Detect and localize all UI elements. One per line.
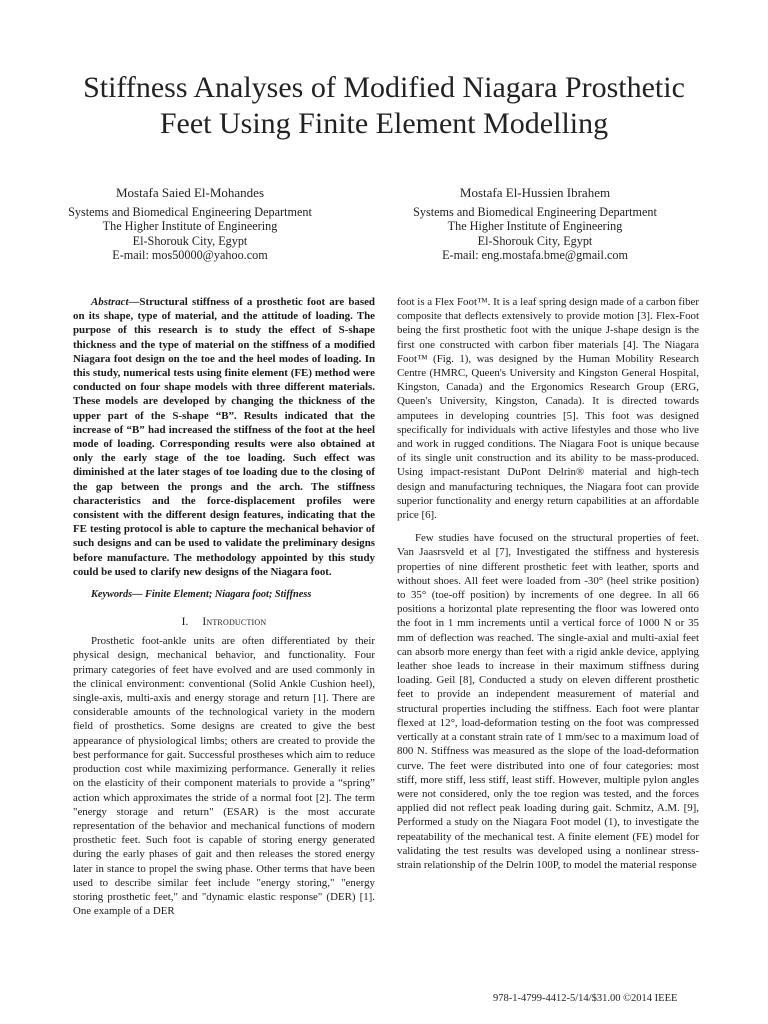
abstract-text: —Structural stiffness of a prosthetic foot are based on its shape, type of material, and the attitude of loading. The purpose of this research is to study the effect of S-shape thickness and the type of material on the stiffness of a modified Niagara foot design on the toe and the heel modes of loading. In this study, numerical tests using finite element (FE) method were conducted on four shape models with three different materials. These models are developed by changing the thickness of the upper part of the S-shape “B”. Results indicated that the increase of “B” had increased the stiffness of the foot at the heel mode of loading. Corresponding results were also obtained at only the early stage of the toe loading. Such effect was diminished at the later stages of toe loading due to the closing of the gap between the prongs and the arch. The stiffness characteristics and the force-displacement profiles were consistent with the different design features, indicating that the FE testing protocol is able to capture the mechanical behavior of such designs and can be used to validate the preliminary designs before manufacture. The methodology appointed by this study could be used to clarify new designs of the Niagara foot.: [73, 296, 375, 578]
section-heading: [73, 616, 375, 628]
author-institute: The Higher Institute of Engineering: [102, 219, 278, 233]
section-number: I.: [181, 616, 189, 629]
author-city: El-Shorouk City, Egypt: [132, 233, 248, 248]
abstract-label: Abstract: [91, 296, 129, 308]
intro-paragraph-1: Prosthetic foot-ankle units are often differentiated by their physical design, mechanical behavior, and functionality. Four primary categories of feet have evolved and are used commonly in the clinical environment: conventional (Solid Ankle Cushion heel), single-axis, multi-axis and energy storage and return [1]. There are considerable amounts of the technological variety in the modern field of prosthetics. Some designs are created to give the best appearance of physiological limbs; others are created to provide the best performance for gait. Successful prostheses which aim to reduce production cost while maximizing performance. Generally it relies on the elasticity of their component materials to provide a “spring” action which approximates the stride of a normal foot [2]. The term "energy storage and return" (ESAR) is the most accurate representation of the behavior and mechanical functions of modern prosthetic feet. Such foot is capable of storing energy generated during the early phases of gait and then releases the stored energy later in stance to propel the swing phase. Other terms that have been used to describe similar feet include "energy storing," "energy storing prosthetic feet," and "dynamic elastic response" (DER) [1]. One example of a DER: [73, 635, 375, 918]
author-block-1: [30, 186, 350, 263]
abstract: [73, 295, 375, 579]
right-paragraph-2: Few studies have focused on the structural properties of feet. Van Jaasrsveld et al [7], Investigated the stiffness and hysteresis properties of nine different prosthetic feet with leather, sports and without shoes. All feet were loaded from -30° (heel strike position) to 35° (toe-off position) by increments of one degree. In all 66 positions a horizontal plate representing the floor was lowered onto the foot in 1 mm increments until a vertical force of 1000 N or 35 mm of deflection was reached. The single-axial and multi-axial feet can absorb more energy than feet with a rigid ankle device, applying leather shoe leads to increase in their maximum stiffness during loading. Geil [8], Conducted a study on eleven different prosthetic feet to provide an independent measurement of material and structural properties including the stiffness. Each foot were plantar flexed at 12°, load-deformation testing on the foot was compressed vertically at a constant strain rate of 1 mm/sec to a maximum load of 800 N. Stiffness was measured as the slope of the load-deformation curve. The feet were distributed into one of four categories: most stiff, more stiff, less stiff, least stiff. However, multiple pylon angles were not considered, only the toe region was tested, and the forces applied did not reflect peak loading during gait. Schmitz, A.M. [9], Performed a study on the Niagara Foot model (1), to investigate the repeatability of the mechanical test. A finite element (FE) model for validating the test results was developed using a nonlinear stress-strain relationship of the Delrin 100P, to model the material response: [397, 532, 699, 871]
left-column: [73, 295, 375, 918]
right-paragraph-1: foot is a Flex Foot™. It is a leaf spring design made of a carbon fiber composite that deflects extensively to provide motion [3]. Flex-Foot being the first prosthetic foot with the unique J-shape design is the first one constructed with carbon fiber materials [4]. The Niagara Foot™ (Fig. 1), was designed by the Human Mobility Research Centre (HMRC, Queen's University and Kingston General Hospital, Kingston, Canada) and the Ergonomics Research Group (ERG, Queen's University, Kingston, Canada). It is directed towards amputees in developing countries [5]. This foot was designed specifically for individuals with active lifestyles and those who live and work in rugged conditions. The Niagara Foot is unique because of its single unit construction and its ability to be mass-produced. Using impact-resistant DuPont Delrin® material and high-tech design and manufacturing techniques, the Niagara foot can provide superior functionality and energy return capabilities at an affordable price [6].: [397, 296, 699, 522]
title-line-2: Feet Using Finite Element Modelling: [159, 107, 609, 140]
title-line-1: Stiffness Analyses of Modified Niagara Prosthetic: [83, 71, 685, 104]
author-email: E-mail: mos50000@yahoo.com: [112, 248, 268, 262]
author-email: E-mail: eng.mostafa.bme@gmail.com: [442, 248, 628, 262]
author-city: El-Shorouk City, Egypt: [477, 233, 593, 248]
right-column: [397, 295, 699, 872]
author-block-2: [375, 186, 695, 263]
paper-title: [40, 70, 728, 142]
author-name: Mostafa El-Hussien Ibrahem: [459, 185, 611, 200]
author-department: Systems and Biomedical Engineering Department: [413, 204, 657, 219]
author-department: Systems and Biomedical Engineering Department: [68, 204, 312, 219]
section-title: Introduction: [202, 616, 267, 629]
author-name: Mostafa Saied El-Mohandes: [115, 185, 265, 200]
author-institute: The Higher Institute of Engineering: [447, 219, 623, 233]
copyright-footer: 978-1-4799-4412-5/14/$31.00 ©2014 IEEE: [493, 993, 678, 1004]
keywords: Keywords— Finite Element; Niagara foot; Stiffness: [91, 589, 312, 601]
